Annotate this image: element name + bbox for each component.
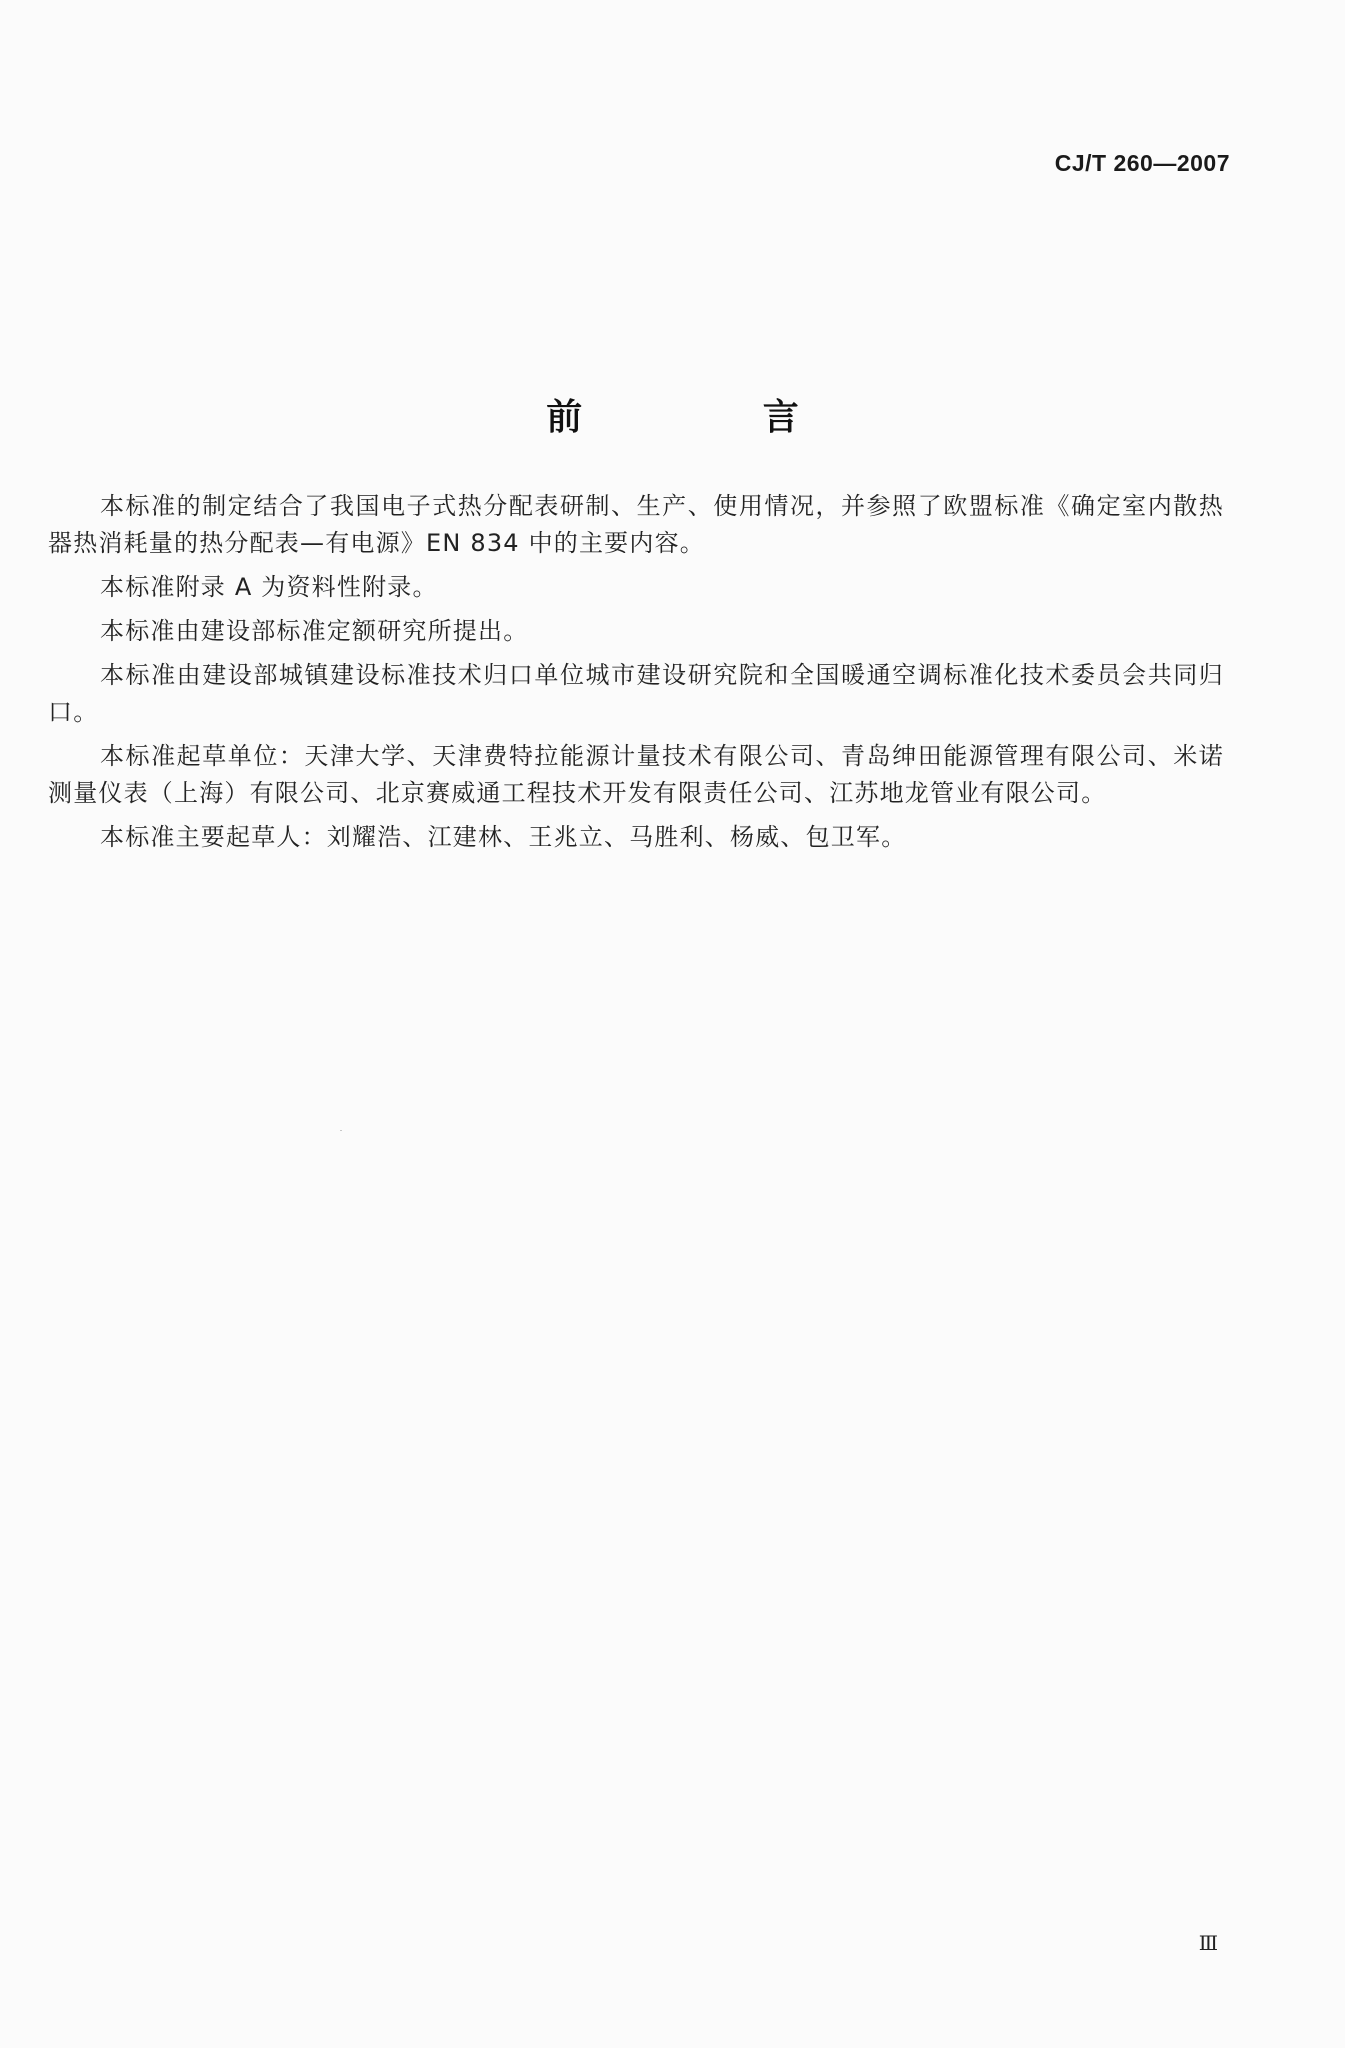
- paragraph-appendix: 本标准附录 A 为资料性附录。: [100, 573, 438, 601]
- foreword-body: [48, 488, 1224, 863]
- scan-speck: [340, 1130, 342, 1131]
- standard-code: CJ/T 260—2007: [1054, 150, 1230, 176]
- paragraph-administration: 本标准由建设部城镇建设标准技术归口单位城市建设研究院和全国暖通空调标准化技术委员会共同归口。: [48, 661, 1224, 726]
- page-title: 前 言: [546, 397, 883, 439]
- paragraph-proposer: 本标准由建设部标准定额研究所提出。: [100, 617, 529, 645]
- paragraph-drafting-units: 本标准起草单位：天津大学、天津费特拉能源计量技术有限公司、青岛绅田能源管理有限公司、米诺测量仪表（上海）有限公司、北京赛威通工程技术开发有限责任公司、江苏地龙管业有限公司。: [48, 742, 1224, 807]
- paragraph-drafters: 本标准主要起草人：刘耀浩、江建林、王兆立、马胜利、杨威、包卫军。: [100, 823, 907, 851]
- page-number: Ⅲ: [1198, 1931, 1218, 1955]
- paragraph-basis: 本标准的制定结合了我国电子式热分配表研制、生产、使用情况，并参照了欧盟标准《确定室内散热器热消耗量的热分配表—有电源》EN 834 中的主要内容。: [48, 492, 1224, 557]
